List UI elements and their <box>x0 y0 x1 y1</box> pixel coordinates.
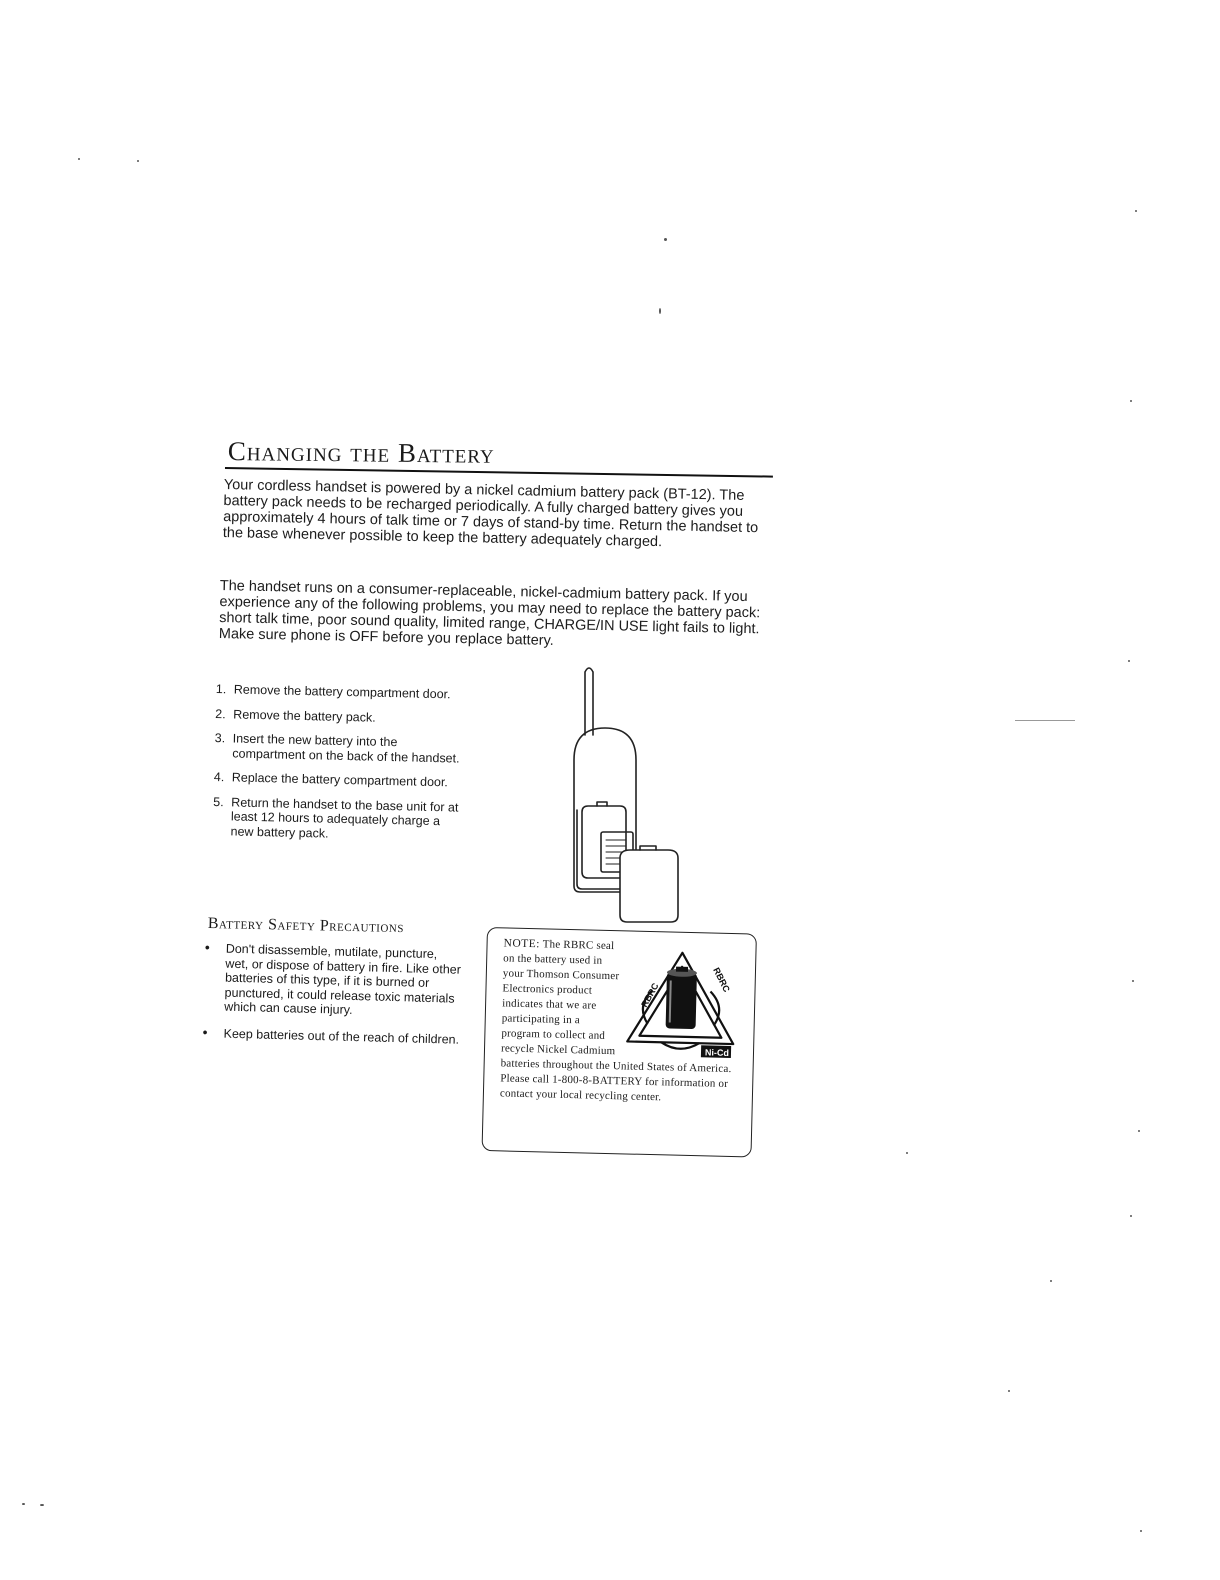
rbrc-seal-icon <box>621 945 742 1060</box>
scan-speck <box>1132 980 1134 982</box>
note-label: NOTE: <box>503 937 541 951</box>
step-text: Replace the battery compartment door. <box>231 770 449 790</box>
safety-text: Don't disassemble, mutilate, puncture, wet, or dispose of battery in fire. Like other batteries of this type, if it is burned or punctured, it could release toxic materials which can cause injury. <box>224 941 462 1017</box>
intro-paragraph-2: The handset runs on a consumer-replaceable, nickel-cadmium battery pack. If you experience any of the following problems, you may need to replace the battery pack: short talk time, poor sound quality, limited range, CHARGE/IN USE light fails to light. Make sure phone is OFF before you replace battery. <box>218 578 761 650</box>
scan-speck <box>906 1152 908 1154</box>
seal-left-text: RBRC <box>639 981 661 1009</box>
title-rule <box>225 467 773 478</box>
step-item <box>212 770 467 790</box>
scan-speck <box>659 308 661 314</box>
scan-speck <box>1015 720 1075 721</box>
battery-steps-list <box>210 682 469 854</box>
step-item <box>213 706 468 726</box>
scan-speck <box>137 160 139 162</box>
step-text: Insert the new battery into the compartment on the back of the handset. <box>232 731 460 766</box>
scan-speck <box>1130 400 1132 402</box>
step-number: 3. <box>214 731 226 746</box>
scan-speck <box>22 1503 25 1505</box>
step-item <box>210 794 466 843</box>
safety-text: Keep batteries out of the reach of children. <box>223 1026 460 1047</box>
step-item <box>214 682 469 702</box>
step-number: 5. <box>213 794 224 809</box>
intro-paragraph-1: Your cordless handset is powered by a nickel cadmium battery pack (BT-12). The battery pack needs to be recharged periodically. A fully charged battery gives you approximately 4 hours of talk time or 7 days of stand-by time. Return the handset to the base whenever possible to keep the battery adequately charged. <box>222 477 759 551</box>
note-text: The RBRC seal on the battery used in your Thomson Consumer Electronics product indicates that we are participating in a program to collect and recycle Nickel Cadmium batteries throughout the United States of America. Please call 1-800-8-BATTERY for information or contact your local recycling center. <box>499 938 732 1104</box>
safety-heading: Battery Safety Precautions <box>207 915 405 937</box>
scan-speck <box>1135 210 1137 212</box>
safety-list <box>199 941 462 1059</box>
step-text: Return the handset to the base unit for at least 12 hours to adequately charge a new battery pack. <box>230 794 459 841</box>
scan-speck <box>1138 1130 1140 1132</box>
step-text: Remove the battery compartment door. <box>233 682 451 702</box>
bullet-icon: • <box>202 1023 208 1040</box>
safety-item <box>200 941 462 1020</box>
page-title: Changing the Battery <box>227 436 495 469</box>
seal-right-text: RBRC <box>711 965 732 994</box>
step-number: 2. <box>215 706 226 721</box>
scan-speck <box>1050 1280 1052 1282</box>
step-number: 4. <box>213 770 225 785</box>
scan-speck <box>664 238 667 241</box>
rbrc-note-box <box>482 927 757 1158</box>
bullet-icon: • <box>204 939 210 956</box>
handset-battery-illustration <box>560 660 700 930</box>
step-number: 1. <box>215 682 227 697</box>
scan-speck <box>1140 1530 1142 1532</box>
step-item <box>212 731 468 766</box>
scan-speck <box>40 1504 44 1506</box>
scan-speck <box>1128 660 1130 662</box>
scan-speck <box>1130 1215 1132 1217</box>
safety-item <box>199 1025 459 1046</box>
scan-speck <box>78 158 80 160</box>
seal-bottom-text: Ni-Cd <box>704 1047 730 1058</box>
step-text: Remove the battery pack. <box>233 706 376 725</box>
scan-speck <box>1008 1390 1010 1392</box>
